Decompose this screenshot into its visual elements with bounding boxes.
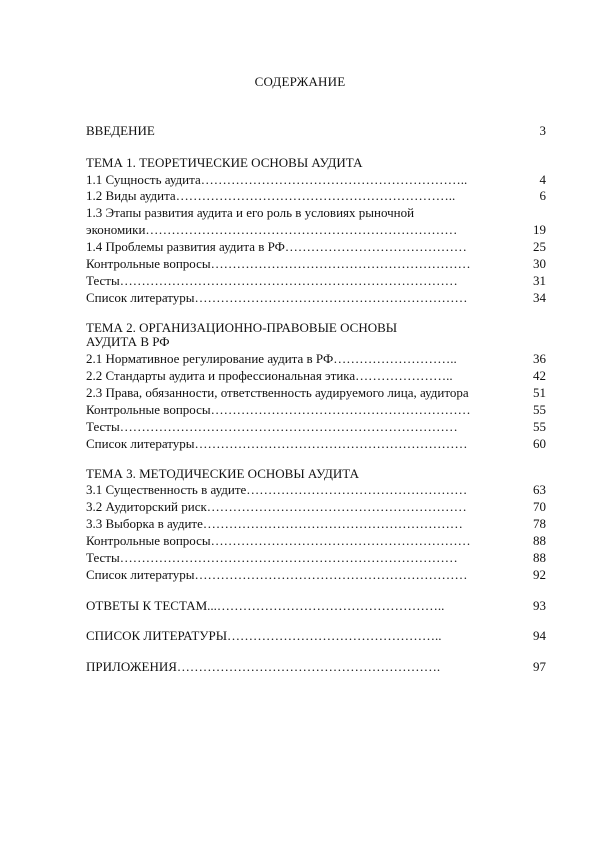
toc-entry [86, 172, 546, 188]
entry-page: 6 [539, 188, 546, 203]
topic-1-heading: ТЕМА 1. ТЕОРЕТИЧЕСКИЕ ОСНОВЫ АУДИТА [86, 155, 363, 170]
entry-label: 3.3 Выборка в аудите…………………………………………………… [86, 516, 463, 531]
toc-entry [86, 385, 546, 401]
entry-label: Контрольные вопросы…………………………………………………… [86, 533, 471, 548]
entry-label: экономики……………………………………………………………… [86, 222, 458, 237]
entry-page: 34 [533, 290, 546, 305]
toc-entry [86, 239, 546, 255]
toc-entry [86, 419, 546, 435]
topic-2-heading: ТЕМА 2. ОРГАНИЗАЦИОННО-ПРАВОВЫЕ ОСНОВЫ [86, 320, 398, 335]
toc-entry [86, 533, 546, 549]
entry-page: 3 [539, 123, 546, 138]
entry-page: 78 [533, 516, 546, 531]
entry-page: 63 [533, 482, 546, 497]
toc-entry [86, 550, 546, 566]
entry-label: 2.2 Стандарты аудита и профессиональная этика………………….. [86, 368, 453, 383]
entry-page: 93 [533, 598, 546, 613]
entry-page: 55 [533, 419, 546, 434]
toc-entry-answers [86, 598, 546, 614]
entry-page: 51 [533, 385, 546, 400]
toc-entry [86, 351, 546, 367]
entry-page: 88 [533, 550, 546, 565]
entry-page: 36 [533, 351, 546, 366]
entry-page: 92 [533, 567, 546, 582]
entry-page: 19 [533, 222, 546, 237]
toc-entry [86, 222, 546, 238]
entry-label: 3.1 Существенность в аудите…………………………………………… [86, 482, 468, 497]
topic-2-heading-cont: АУДИТА В РФ [86, 334, 170, 349]
toc-entry [86, 499, 546, 515]
toc-entry [86, 256, 546, 272]
entry-label: Контрольные вопросы…………………………………………………… [86, 402, 471, 417]
entry-label: ПРИЛОЖЕНИЯ……………………………………………………. [86, 659, 441, 674]
toc-entry [86, 482, 546, 498]
entry-label: 1.1 Сущность аудита…………………………………………………….. [86, 172, 468, 187]
entry-label: Список литературы……………………………………………………… [86, 436, 468, 451]
toc-entry [86, 516, 546, 532]
entry-label: 3.2 Аудиторский риск…………………………………………………… [86, 499, 467, 514]
entry-label: ОТВЕТЫ К ТЕСТАМ...…………………………………………….. [86, 598, 445, 613]
entry-page: 4 [539, 172, 546, 187]
toc-entry-appendix [86, 659, 546, 675]
toc-entry-intro [86, 123, 546, 139]
entry-label: Тесты…………………………………………………………………… [86, 273, 458, 288]
entry-label: 1.4 Проблемы развития аудита в РФ…………………………………… [86, 239, 467, 254]
toc-entry [86, 273, 546, 289]
toc-entry [86, 290, 546, 306]
toc-entry [86, 188, 546, 204]
entry-page: 60 [533, 436, 546, 451]
entry-label: Список литературы……………………………………………………… [86, 567, 468, 582]
toc-entry-references [86, 628, 546, 644]
entry-page: 25 [533, 239, 546, 254]
entry-page: 31 [533, 273, 546, 288]
toc-entry [86, 567, 546, 583]
topic-3-heading: ТЕМА 3. МЕТОДИЧЕСКИЕ ОСНОВЫ АУДИТА [86, 466, 359, 481]
entry-page: 55 [533, 402, 546, 417]
toc-entry [86, 436, 546, 452]
entry-label: 1.3 Этапы развития аудита и его роль в условиях рыночной [86, 205, 415, 220]
toc-title: СОДЕРЖАНИЕ [254, 74, 346, 89]
entry-label: 2.3 Права, обязанности, ответственность аудируемого лица, аудитора [86, 385, 469, 400]
entry-label: СПИСОК ЛИТЕРАТУРЫ………………………………………….. [86, 628, 442, 643]
toc-entry [86, 368, 546, 384]
entry-label: Список литературы……………………………………………………… [86, 290, 468, 305]
entry-label: Контрольные вопросы…………………………………………………… [86, 256, 471, 271]
entry-label: Тесты…………………………………………………………………… [86, 419, 458, 434]
entry-page: 88 [533, 533, 546, 548]
entry-page: 97 [533, 659, 546, 674]
entry-label: 1.2 Виды аудита……………………………………………………….. [86, 188, 456, 203]
toc-entry [86, 205, 546, 221]
entry-page: 42 [533, 368, 546, 383]
entry-label: 2.1 Нормативное регулирование аудита в РФ……………………….. [86, 351, 457, 366]
entry-label: Тесты…………………………………………………………………… [86, 550, 458, 565]
entry-page: 70 [533, 499, 546, 514]
entry-page: 30 [533, 256, 546, 271]
entry-label: ВВЕДЕНИЕ [86, 123, 155, 138]
toc-entry [86, 402, 546, 418]
entry-page: 94 [533, 628, 546, 643]
